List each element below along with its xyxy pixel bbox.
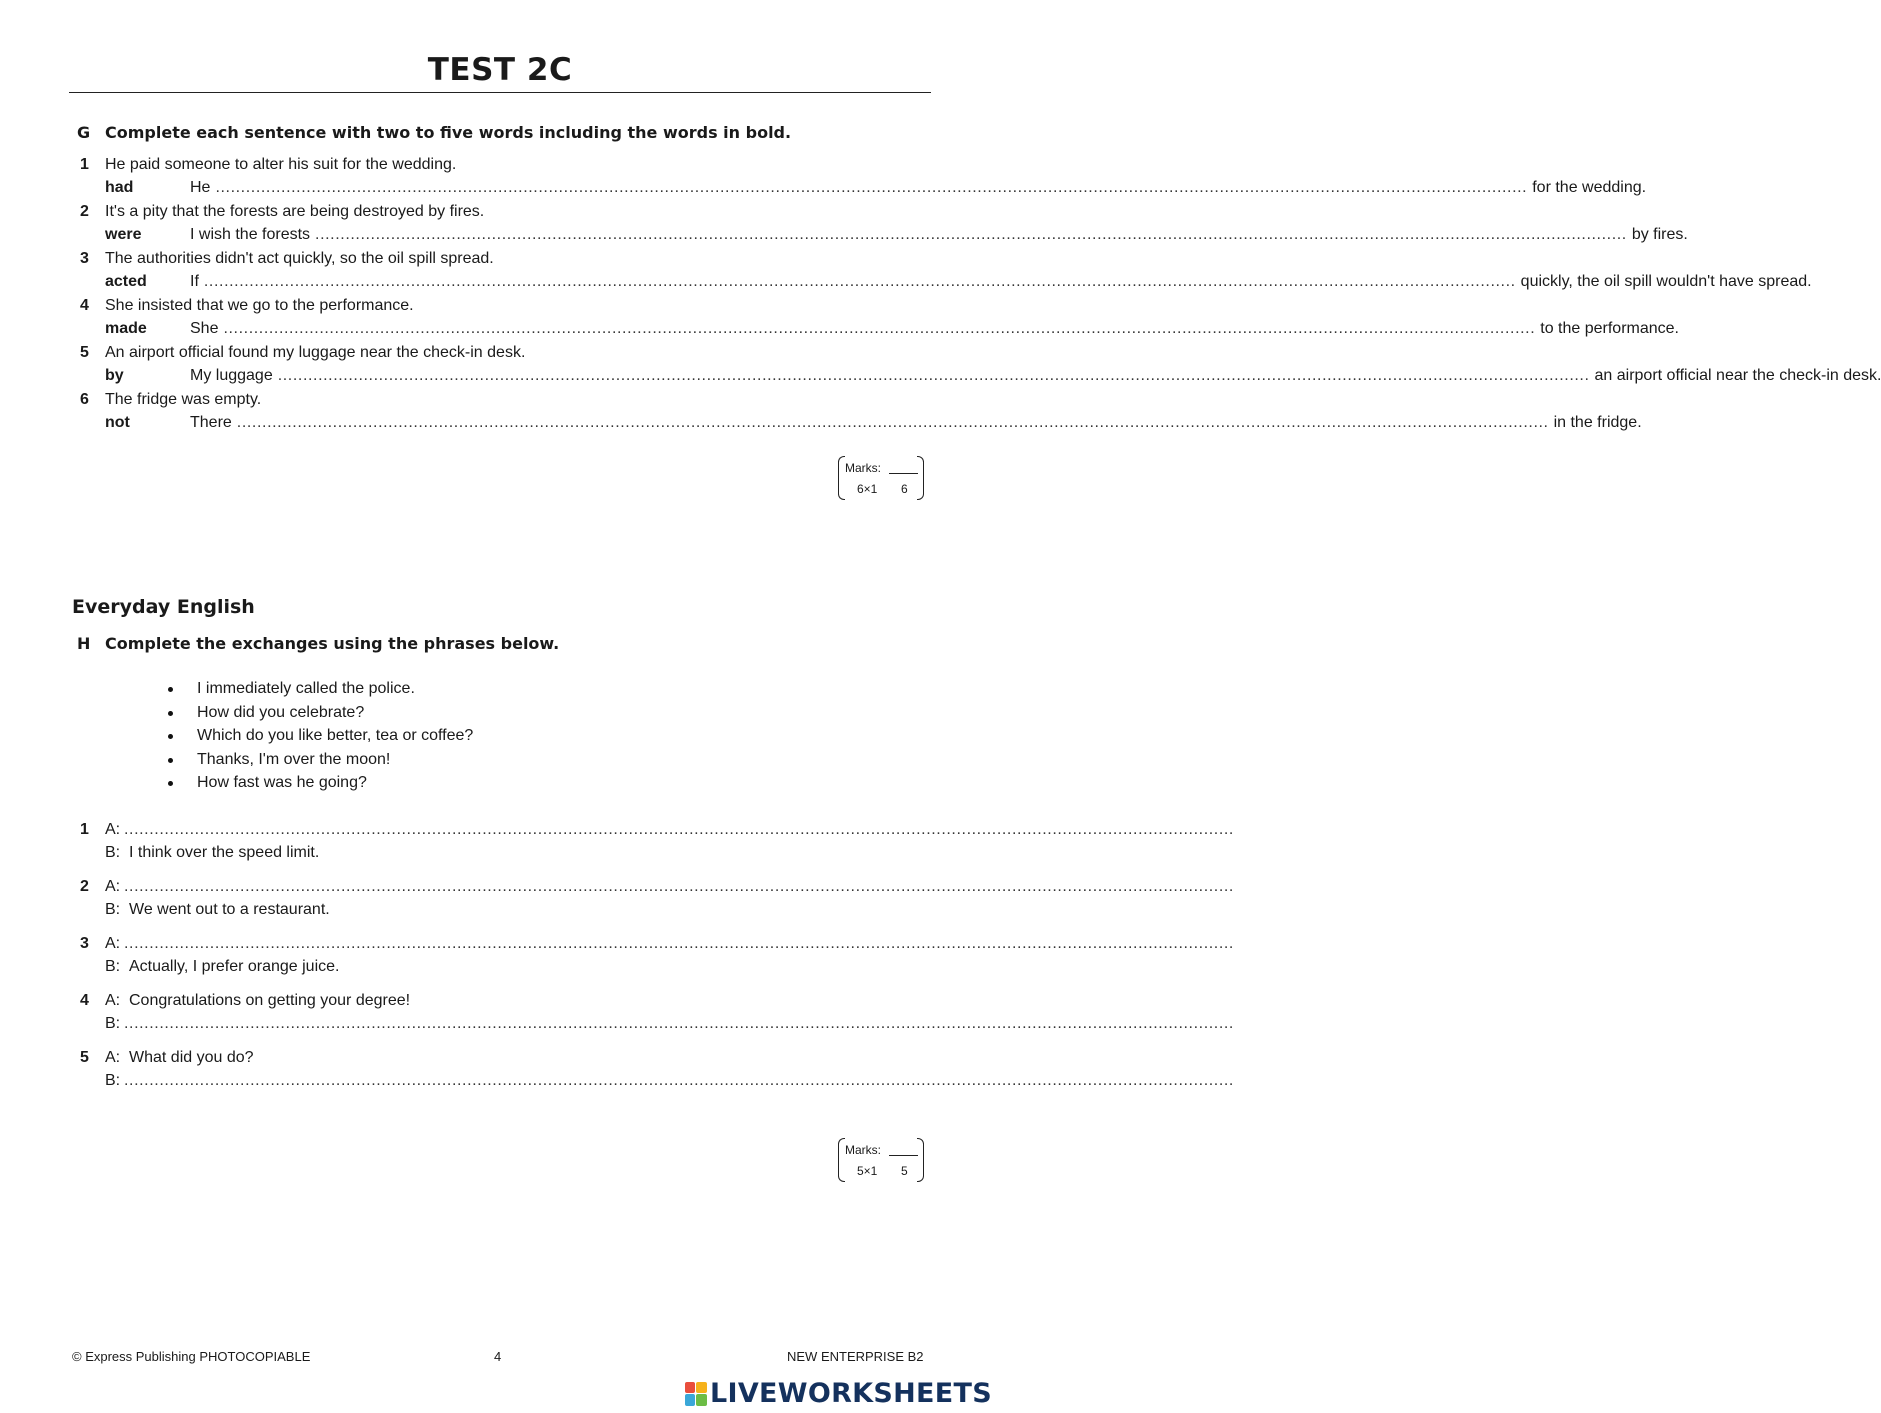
item-key-word: made [105,320,147,337]
bullet-icon [168,687,173,692]
speaker-a-label: A: [105,1049,121,1066]
logo-tile [696,1382,707,1394]
answer-blank[interactable]: ............................................................................................................................................................................................................................ [124,1015,1234,1032]
title-divider [69,92,931,93]
exchange-line-b [0,843,1000,863]
item-sentence-start: My luggage [190,367,273,384]
speaker-a-label: A: [105,992,121,1009]
phrase-text: Which do you like better, tea or coffee? [197,727,474,744]
item-sentence-start: I wish the forests [190,226,311,243]
marks-bracket-right [917,456,924,500]
exchange-text: We went out to a restaurant. [129,901,330,918]
section-g-marks [838,456,924,500]
exchange-text: I think over the speed limit. [129,844,320,861]
item-original-text: It's a pity that the forests are being destroyed by fires. [105,203,485,220]
item-sentence-start: She [190,320,219,337]
item-sentence-start: There [190,414,232,431]
bullet-icon [168,711,173,716]
item-original-sentence [0,390,1000,410]
item-original-sentence [0,296,1000,316]
item-original-text: The fridge was empty. [105,391,262,408]
page-title: TEST 2C [427,52,573,88]
logo-tile [685,1382,696,1394]
footer-book-title: NEW ENTERPRISE B2 [787,1349,924,1364]
item-rewrite-row [0,366,1881,386]
phrase-text: How did you celebrate? [197,703,365,721]
answer-blank[interactable]: ............................................................................................................................................................................................................................ [124,1072,1234,1089]
exchange-text: What did you do? [129,1049,254,1066]
exchange-number: 5 [80,1049,89,1066]
liveworksheets-logo-icon [685,1382,707,1406]
phrase-text: Thanks, I'm over the moon! [197,750,391,768]
marks-label: Marks: [845,461,881,475]
answer-blank[interactable]: ............................................................................................................................................................................................................................ [124,878,1234,895]
item-sentence-start: If [190,273,199,290]
liveworksheets-logo-text: LIVEWORKSHEETS [709,1378,992,1409]
logo-tile [685,1394,696,1406]
item-number: 3 [80,250,89,267]
item-number: 4 [80,297,89,314]
logo-tile [696,1394,707,1406]
item-number: 1 [80,156,89,173]
footer-copyright: © Express Publishing PHOTOCOPIABLE [72,1349,311,1364]
bullet-icon [168,734,173,739]
item-key-word: had [105,179,134,196]
marks-total: 6 [901,482,908,496]
item-sentence-end: by fires. [1631,226,1688,243]
item-sentence-end: quickly, the oil spill wouldn't have spread. [1520,273,1812,290]
item-sentence-end: for the wedding. [1532,179,1647,196]
exchange-number: 4 [80,992,89,1009]
phrase-text: How fast was he going? [197,774,367,791]
item-original-sentence [0,202,1000,222]
answer-blank[interactable]: .................................................................................................................................................................................................................................................................... [236,414,1549,431]
answer-blank[interactable]: .................................................................................................................................................................................................................................................................... [223,320,1536,337]
speaker-b-label: B: [105,1072,121,1089]
item-number: 6 [80,391,89,408]
bullet-icon [168,758,173,763]
exchange-line-a [0,934,1234,954]
exchange-line-b [0,1014,1234,1034]
exchange-line-b [0,900,1000,920]
exchange-number: 3 [80,935,89,952]
exchange-number: 2 [80,878,89,895]
answer-blank[interactable]: .................................................................................................................................................................................................................................................................... [277,367,1590,384]
item-original-text: The authorities didn't act quickly, so the oil spill spread. [105,250,494,267]
item-sentence-end: in the fridge. [1553,414,1642,431]
answer-blank[interactable]: ............................................................................................................................................................................................................................ [124,935,1234,952]
marks-calc: 5×1 [857,1164,878,1178]
item-rewrite-row [0,225,1688,245]
phrase-text: I immediately called the police. [197,680,415,697]
exchange-line-a [0,1048,1000,1068]
item-number: 2 [80,203,89,220]
marks-blank[interactable] [889,473,918,474]
item-rewrite-row [0,319,1679,339]
speaker-a-label: A: [105,935,121,952]
footer-page-number: 4 [494,1349,502,1364]
marks-bracket-right [917,1138,924,1182]
item-original-text: An airport official found my luggage near the check-in desk. [105,344,526,361]
marks-bracket-left [838,456,845,500]
item-original-sentence [0,249,1000,269]
marks-blank[interactable] [889,1155,918,1156]
item-key-word: not [105,414,130,431]
marks-bracket-left [838,1138,845,1182]
item-key-word: by [105,367,124,384]
everyday-english-heading: Everyday English [72,596,255,618]
exchange-line-a [0,991,1000,1011]
item-sentence-end: to the performance. [1540,320,1679,337]
speaker-b-label: B: [105,1015,121,1032]
item-original-sentence [0,155,1000,175]
section-g-instruction: Complete each sentence with two to five words including the words in bold. [105,123,792,142]
exchange-line-b [0,1071,1234,1091]
section-g-header [0,123,1000,143]
exchange-line-a [0,820,1234,840]
answer-blank[interactable]: .................................................................................................................................................................................................................................................................... [215,179,1528,196]
section-h-letter: H [77,634,91,653]
speaker-a-label: A: [105,878,121,895]
bullet-icon [168,781,173,786]
exchange-text: Congratulations on getting your degree! [129,992,411,1009]
item-original-sentence [0,343,1000,363]
section-h-instruction: Complete the exchanges using the phrases below. [105,634,560,653]
marks-label: Marks: [845,1143,881,1157]
section-h-header [0,634,1000,654]
speaker-a-label: A: [105,821,121,838]
item-original-text: She insisted that we go to the performance. [105,297,414,314]
speaker-b-label: B: [105,901,121,918]
exchange-number: 1 [80,821,89,838]
answer-blank[interactable]: .................................................................................................................................................................................................................................................................... [315,226,1627,243]
marks-total: 5 [901,1164,908,1178]
item-original-text: He paid someone to alter his suit for the wedding. [105,156,457,173]
exchange-line-b [0,957,1000,977]
item-key-word: were [105,226,142,243]
exchange-text: Actually, I prefer orange juice. [129,958,340,975]
item-sentence-start: He [190,179,211,196]
item-rewrite-row [0,413,1642,433]
answer-blank[interactable]: .................................................................................................................................................................................................................................................................... [203,273,1516,290]
marks-calc: 6×1 [857,482,878,496]
item-key-word: acted [105,273,147,290]
section-g-letter: G [77,123,91,142]
item-rewrite-row [0,178,1647,198]
item-rewrite-row [0,272,1812,292]
speaker-b-label: B: [105,844,121,861]
exchange-line-a [0,877,1234,897]
item-number: 5 [80,344,89,361]
speaker-b-label: B: [105,958,121,975]
answer-blank[interactable]: ............................................................................................................................................................................................................................ [124,821,1234,838]
item-sentence-end: an airport official near the check-in desk. [1594,367,1881,384]
section-h-marks [838,1138,924,1182]
liveworksheets-logo[interactable] [685,1378,992,1409]
